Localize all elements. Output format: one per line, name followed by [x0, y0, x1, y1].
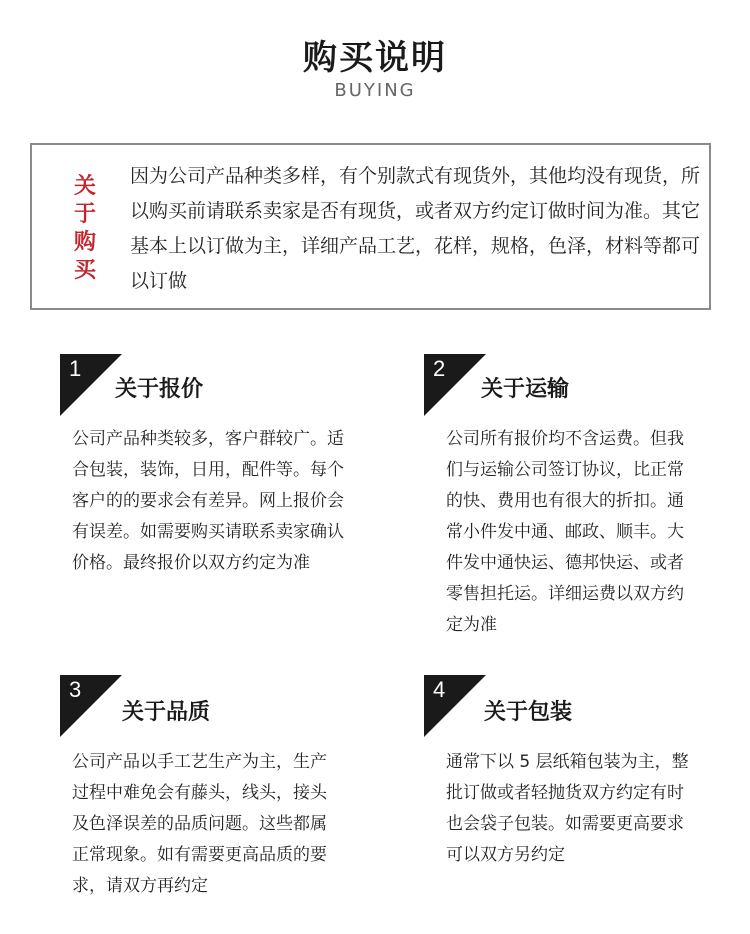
- notice-label-char: 购: [73, 230, 96, 255]
- section-number: 4: [433, 677, 446, 702]
- section-title: 关于品质: [122, 700, 211, 725]
- section-number: 3: [69, 677, 82, 702]
- section-title: 关于包装: [484, 700, 573, 725]
- notice-label-char: 买: [73, 258, 96, 283]
- section-title: 关于报价: [115, 377, 204, 402]
- notice-label-char: 于: [73, 202, 96, 227]
- section-packaging: [424, 675, 724, 875]
- section-title: 关于运输: [481, 377, 570, 402]
- notice-label: [71, 173, 99, 285]
- section-number: 2: [433, 356, 446, 381]
- section-number: 1: [69, 356, 82, 381]
- section-quality: [60, 675, 360, 915]
- section-pricing: [60, 354, 360, 614]
- section-number-badge: [424, 675, 486, 737]
- notice-label-char: 关: [73, 174, 96, 199]
- section-shipping: [424, 354, 724, 644]
- purchase-notice-box: [30, 143, 711, 310]
- page-subtitle: BUYING: [334, 80, 416, 101]
- page-title: 购买说明: [303, 38, 447, 78]
- section-body: 公司产品种类较多，客户群较广。适合包装，装饰，日用，配件等。每个客户的的要求会有差异。网上报价会有误差。如需要购买请联系卖家确认价格。最终报价以双方约定为准: [72, 429, 344, 573]
- section-number-badge: [424, 354, 486, 416]
- section-number-badge: [60, 354, 122, 416]
- section-body: 公司所有报价均不含运费。但我们与运输公司签订协议，比正常的快、费用也有很大的折扣。通常小件发中通、邮政、顺丰。大件发中通快运、德邦快运、或者零售担托运。详细运费以双方约定为准: [446, 429, 684, 635]
- notice-text: 因为公司产品种类多样，有个别款式有现货外，其他均没有现货，所以购买前请联系卖家是否有现货，或者双方约定订做时间为准。其它基本上以订做为主，详细产品工艺，花样，规格，色泽，材料等都可以订做: [130, 165, 701, 292]
- section-body: 通常下以 5 层纸箱包装为主，整批订做或者轻抛货双方约定有时也会袋子包装。如需要更高要求可以双方另约定: [446, 752, 689, 865]
- section-body: 公司产品以手工艺生产为主，生产过程中难免会有藤头，线头，接头及色泽误差的品质问题。这些都属正常现象。如有需要更高品质的要求，请双方再约定: [72, 752, 327, 896]
- section-number-badge: [60, 675, 122, 737]
